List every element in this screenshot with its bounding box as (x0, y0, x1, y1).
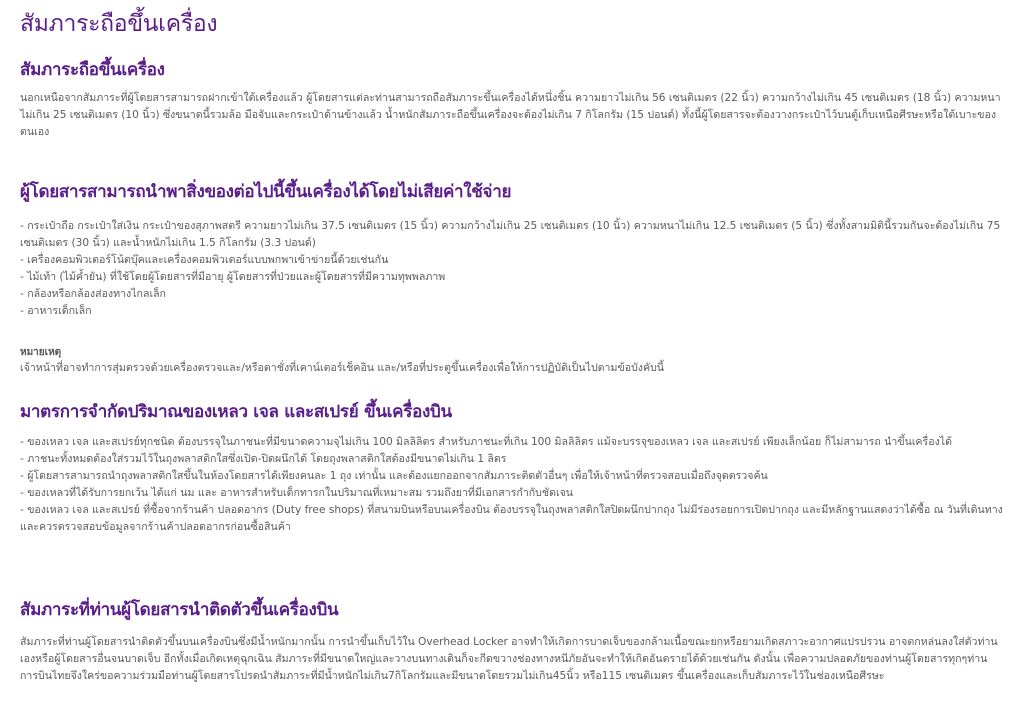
list-item: - อาหารเด็กเล็ก (20, 305, 92, 317)
list-item: - เครื่องคอมพิวเตอร์โน้ตบุ๊คและเครื่องคอมพิวเตอร์แบบพกพาเข้าข่ายนี้ด้วยเช่นกัน (20, 254, 389, 266)
section-heading-cabin-baggage: สัมภาระที่ท่านผู้โดยสารนำติดตัวขึ้นเครื่องบิน (20, 600, 339, 620)
list-item: - ไม้เท้า (ไม้ค้ำยัน) ที่ใช้โดยผู้โดยสารที่มีอายุ ผู้โดยสารที่ป่วยและผู้โดยสารที่มีความทุพพลภาพ (20, 271, 446, 283)
carry-on-description: นอกเหนือจากสัมภาระที่ผู้โดยสารสามารถฝากเข้าใต้เครื่องแล้ว ผู้โดยสารแต่ละท่านสามารถถือสัมภาระขึ้นเครื่องได้หนึ่งชิ้น ความยาวไม่เกิน 56 เซนติเมตร (22 นิ้ว) ความกว้างไม่เกิน 45 เซนติเมตร (18 นิ้ว) ความหนาไม่เกิน 25 เซนติเมตร (10 นิ้ว) ซึ่งขนาดนี้รวมล้อ มือจับและกระเป๋าด้านข้างแล้ว น้ำหนักสัมภาระถือขึ้นเครื่องจะต้องไม่เกิน 7 กิโลกรัม (15 ปอนด์) ทั้งนี้ผู้โดยสารจะต้องวางกระเป๋าไว้บนตู้เก็บเหนือศีรษะหรือใต้เบาะของตนเอง (20, 92, 1001, 138)
cabin-baggage-description: สัมภาระที่ท่านผู้โดยสารนำติดตัวขึ้นบนเครื่องบินซึ่งมีน้ำหนักมากนั้น การนำขึ้นเก็บไว้ใน Overhead Locker อาจทำให้เกิดการบาดเจ็บของกล้ามเนื้อขณะยกหรือยามเกิดสภาวะอากาศแปรปรวน อาจตกหล่นลงใส่ตัวท่านเองหรือผู้โดยสารอื่นจนบาดเจ็บ อีกทั้งเมื่อเกิดเหตุฉุกเฉิน สัมภาระที่มีขนาดใหญ่และวางบนทางเดินก็จะกีดขวางช่องทางหนีภัยอันจะทำให้เกิดอันตรายได้ด้วยเช่นกัน ดังนั้น เพื่อความปลอดภัยของท่านผู้โดยสารทุกๆท่าน การบินไทยจึงใคร่ขอความร่วมมือท่านผู้โดยสารโปรดนำสัมภาระที่มีน้ำหนักไม่เกิน7กิโลกรัมและมีขนาดโดยรวมไม่เกิน45นิ้ว หรือ115 เซนติเมตร ขึ้นเครื่องและเก็บสัมภาระไว้ในช่องเหนือศีรษะ (20, 636, 998, 682)
section-heading-liquids: มาตรการจำกัดปริมาณของเหลว เจล และสเปรย์ ขึ้นเครื่องบิน (20, 402, 452, 422)
list-item: - ภาชนะทั้งหมดต้องใส่รวมไว้ในถุงพลาสติกใสซึ่งเปิด-ปิดผนึกได้ โดยถุงพลาสติกใสต้องมีขนาดไม่เกิน 1 ลิตร (20, 453, 507, 465)
list-item: - กระเป๋าถือ กระเป๋าใส่เงิน กระเป๋าของสุภาพสตรี ความยาวไม่เกิน 37.5 เซนติเมตร (15 นิ้ว) ความกว้างไม่เกิน 25 เซนติเมตร (10 นิ้ว) ความหนาไม่เกิน 12.5 เซนติเมตร (5 นิ้ว) ซึ่งทั้งสามมิตินี้รวมกันจะต้องไม่เกิน 75 เซนติเมตร (30 นิ้ว) และน้ำหนักไม่เกิน 1.5 กิโลกรัม (3.3 ปอนด์) (20, 220, 1001, 249)
note-label: หมายเหตุ (20, 347, 62, 358)
section-heading-free-items: ผู้โดยสารสามารถนำพาสิ่งของต่อไปนี้ขึ้นเครื่องได้โดยไม่เสียค่าใช้จ่าย (20, 182, 512, 202)
liquids-list (20, 434, 1005, 536)
list-item: - ของเหลว เจล และสเปรย์ทุกชนิด ต้องบรรจุในภาชนะที่มีขนาดความจุไม่เกิน 100 มิลลิลิตร สำหรับภาชนะที่เกิน 100 มิลลิลิตร แม้จะบรรจุของเหลว เจล และสเปรย์ เพียงเล็กน้อย ก็ไม่สามารถ นำขึ้นเครื่องได้ (20, 436, 952, 448)
list-item: - ผู้โดยสารสามารถนำถุงพลาสติกใสขึ้นในห้องโดยสารได้เพียงคนละ 1 ถุง เท่านั้น และต้องแยกออกจากสัมภาระติดตัวอื่นๆ เพื่อให้เจ้าหน้าที่ตรวจสอบเมื่อถึงจุดตรวจค้น (20, 470, 768, 482)
note-text: เจ้าหน้าที่อาจทำการสุ่มตรวจด้วยเครื่องตรวจและ/หรือตาชั่งที่เคาน์เตอร์เช็คอิน และ/หรือที่ประตูขึ้นเครื่องเพื่อให้การปฏิบัติเป็นไปตามข้อบังคับนี้ (20, 362, 665, 374)
list-item: - ของเหลวที่ได้รับการยกเว้น ได้แก่ นม และ อาหารสำหรับเด็กทารกในปริมาณที่เหมาะสม รวมถึงยาที่มีเอกสารกำกับชัดเจน (20, 487, 574, 499)
list-item: - กล้องหรือกล้องส่องทางไกลเล็ก (20, 288, 166, 300)
free-items-list (20, 218, 1005, 320)
list-item: - ของเหลว เจล และสเปรย์ ที่ซื้อจากร้านค้า ปลอดอากร (Duty free shops) ที่สนามบินหรือบนเครื่องบิน ต้องบรรจุในถุงพลาสติกใสปิดผนึกปากถุง ไม่มีร่องรอยการเปิดปากถุง และมีหลักฐานแสดงว่าได้ซื้อ ณ วันที่เดินทาง และควรตรวจสอบข้อมูลจากร้านค้าปลอดอากรก่อนซื้อสินค้า (20, 504, 1003, 533)
page-title: สัมภาระถือขึ้นเครื่อง (20, 11, 218, 37)
section-heading-carry-on: สัมภาระถือขึ้นเครื่อง (20, 60, 165, 80)
